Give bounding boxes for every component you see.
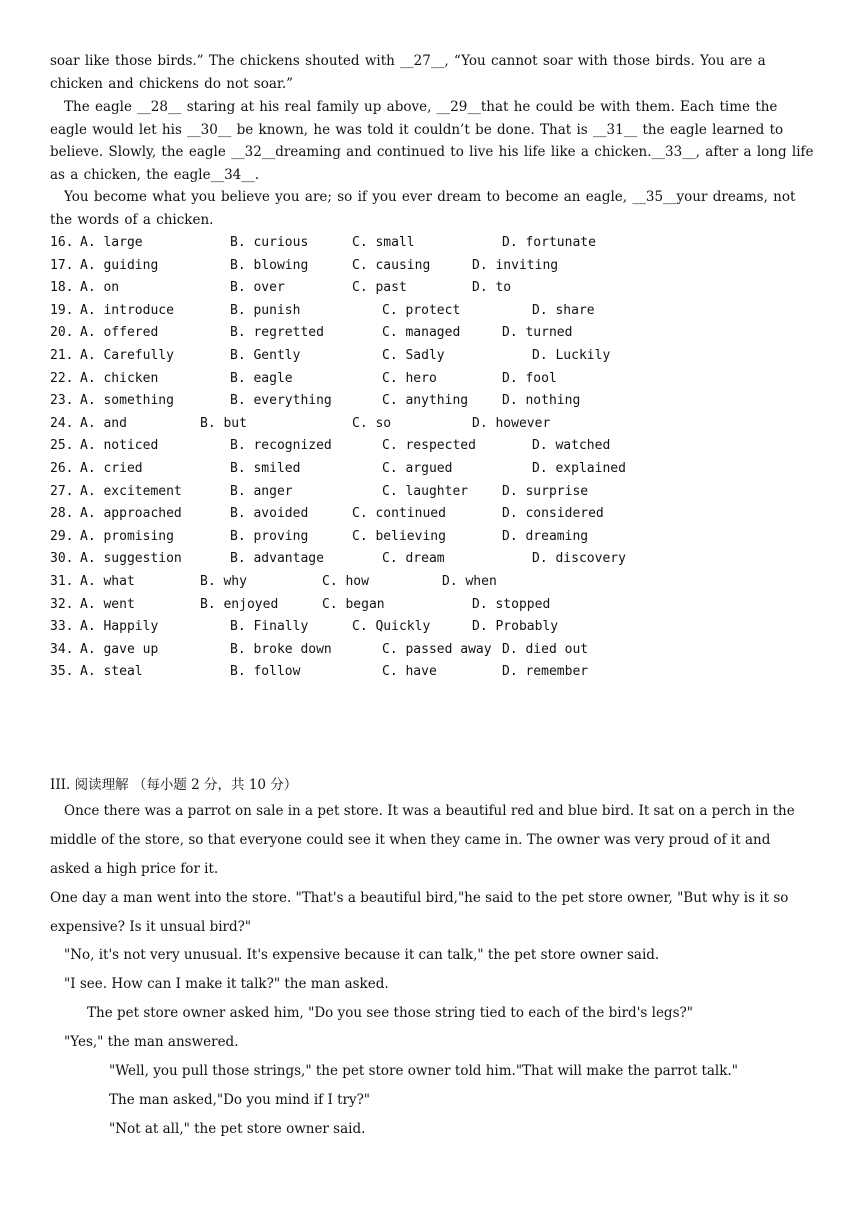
option-d: D. stopped [472, 596, 551, 612]
question-number: 24. [50, 415, 74, 431]
option-c: C. dream [382, 551, 445, 567]
option-b: B. avoided [230, 506, 309, 522]
option-b: B. eagle [230, 370, 293, 386]
question-number: 19. [50, 302, 74, 318]
option-d: D. remember [502, 664, 589, 680]
option-d: D. when [442, 574, 497, 589]
option-d: D. dreaming [502, 528, 589, 544]
option-d: D. however [472, 415, 551, 431]
option-a: A. gave up [80, 641, 159, 657]
option-b: B. enjoyed [200, 596, 279, 612]
option-c: C. past [352, 280, 407, 296]
cloze-paragraph-1: soar like those birds.” The chickens shouted with __27__, “You cannot soar with those birds. You are a chicken and chickens do not soar.” [50, 53, 766, 92]
option-b: B. everything [230, 393, 332, 409]
option-b: B. but [200, 415, 247, 431]
option-a: A. on [80, 280, 120, 296]
question-number: 33. [50, 619, 74, 635]
option-b: B. curious [230, 235, 309, 250]
option-a: A. chicken [80, 370, 159, 386]
reading-paragraph-1: Once there was a parrot on sale in a pet store. It was a beautiful red and blue bird. It sat on a perch in the middle of the store, so that everyone could see it when they came in. The owner was very proud of it and asked a high price for it. [50, 803, 795, 877]
option-c: C. protect [382, 302, 461, 318]
option-b: B. Finally [230, 619, 309, 635]
option-a: A. promising [80, 528, 174, 544]
option-a: A. Happily [80, 619, 159, 635]
question-number: 16. [50, 235, 74, 250]
option-c: C. began [322, 596, 385, 612]
option-c: C. have [382, 664, 437, 680]
section-heading: III. 阅读理解 （每小题 2 分，共 10 分） [50, 777, 298, 793]
option-d: D. explained [532, 461, 626, 476]
option-d: D. watched [532, 438, 611, 454]
option-b: B. broke down [230, 641, 332, 657]
reading-line-7: "Well, you pull those strings," the pet store owner told him."That will make the parrot talk." [109, 1063, 738, 1079]
question-number: 18. [50, 280, 74, 296]
option-d: D. considered [502, 506, 604, 522]
question-number: 35. [50, 664, 74, 680]
option-d: D. fool [502, 370, 557, 386]
option-a: A. Carefully [80, 348, 174, 363]
cloze-paragraph-2: The eagle __28__ staring at his real family up above, __29__that he could be with them. Each time the eagle would let his __30__ be known, he was told it couldn’t be done. That is __31__ the eagle learned to believe. Slowly, the eagle __32__dreaming and continued to live his life like a chicken.__33__, after a long life as a chicken, the eagle__34__. [50, 99, 814, 183]
option-c: C. how [322, 574, 369, 589]
option-b: B. advantage [230, 551, 324, 567]
option-a: A. introduce [80, 302, 174, 318]
option-a: A. large [80, 235, 143, 250]
option-d: D. surprise [502, 483, 589, 499]
option-c: C. hero [382, 370, 437, 386]
question-number: 26. [50, 461, 74, 476]
question-number: 31. [50, 574, 74, 589]
reading-line-3: "No, it's not very unusual. It's expensive because it can talk," the pet store owner said. [64, 947, 660, 963]
option-c: C. so [352, 415, 392, 431]
option-b: B. why [200, 574, 247, 589]
option-d: D. inviting [472, 257, 559, 273]
question-number: 25. [50, 438, 74, 454]
option-a: A. approached [80, 506, 182, 522]
cloze-paragraph-3: You become what you believe you are; so if you ever dream to become an eagle, __35__your dreams, not the words of a chicken. [50, 189, 796, 228]
option-c: C. anything [382, 393, 469, 409]
option-b: B. recognized [230, 438, 332, 454]
option-d: D. Luckily [532, 348, 611, 363]
question-number: 20. [50, 325, 74, 341]
option-d: D. died out [502, 641, 589, 657]
question-number: 22. [50, 370, 74, 386]
reading-line-8: The man asked,"Do you mind if I try?" [109, 1092, 371, 1108]
question-number: 23. [50, 393, 74, 409]
reading-line-9: "Not at all," the pet store owner said. [109, 1121, 366, 1137]
option-a: A. steal [80, 664, 143, 680]
option-a: A. offered [80, 325, 159, 341]
question-number: 34. [50, 641, 74, 657]
option-d: D. nothing [502, 393, 581, 409]
reading-line-6: "Yes," the man answered. [64, 1034, 239, 1050]
question-number: 32. [50, 596, 74, 612]
option-a: A. excitement [80, 483, 182, 499]
option-b: B. regretted [230, 325, 324, 341]
option-c: C. Sadly [382, 348, 445, 363]
option-d: D. Probably [472, 619, 559, 635]
question-number: 29. [50, 528, 74, 544]
option-d: D. discovery [532, 551, 626, 567]
reading-line-4: "I see. How can I make it talk?" the man asked. [64, 976, 389, 992]
option-b: B. blowing [230, 257, 309, 273]
option-c: C. passed away [382, 641, 492, 657]
reading-line-5: The pet store owner asked him, "Do you see those string tied to each of the bird's legs?" [87, 1005, 693, 1021]
option-b: B. follow [230, 664, 301, 680]
question-number: 21. [50, 348, 74, 363]
option-a: A. cried [80, 461, 143, 476]
option-a: A. noticed [80, 438, 159, 454]
option-a: A. suggestion [80, 551, 182, 567]
option-c: C. argued [382, 461, 453, 476]
question-number: 28. [50, 506, 74, 522]
option-c: C. believing [352, 528, 446, 544]
question-number: 27. [50, 483, 74, 499]
option-c: C. small [352, 235, 415, 250]
question-number: 17. [50, 257, 74, 273]
option-a: A. and [80, 415, 127, 431]
option-a: A. went [80, 596, 135, 612]
option-a: A. guiding [80, 257, 159, 273]
option-b: B. anger [230, 483, 293, 499]
option-b: B. Gently [230, 348, 301, 363]
option-b: B. punish [230, 302, 301, 318]
reading-paragraph-2: One day a man went into the store. "That's a beautiful bird,"he said to the pet store owner, "But why is it so expensive? Is it unsual bird?" [50, 890, 789, 935]
option-d: D. turned [502, 325, 573, 341]
option-b: B. over [230, 280, 285, 296]
option-c: C. Quickly [352, 619, 431, 635]
question-number: 30. [50, 551, 74, 567]
option-c: C. managed [382, 325, 461, 341]
option-d: D. to [472, 280, 512, 296]
option-d: D. share [532, 302, 595, 318]
option-c: C. respected [382, 438, 476, 454]
option-b: B. proving [230, 528, 309, 544]
option-a: A. something [80, 393, 174, 409]
option-a: A. what [80, 574, 135, 589]
option-c: C. continued [352, 506, 446, 522]
option-c: C. causing [352, 257, 431, 273]
option-c: C. laughter [382, 483, 469, 499]
option-b: B. smiled [230, 461, 301, 476]
option-d: D. fortunate [502, 235, 596, 250]
